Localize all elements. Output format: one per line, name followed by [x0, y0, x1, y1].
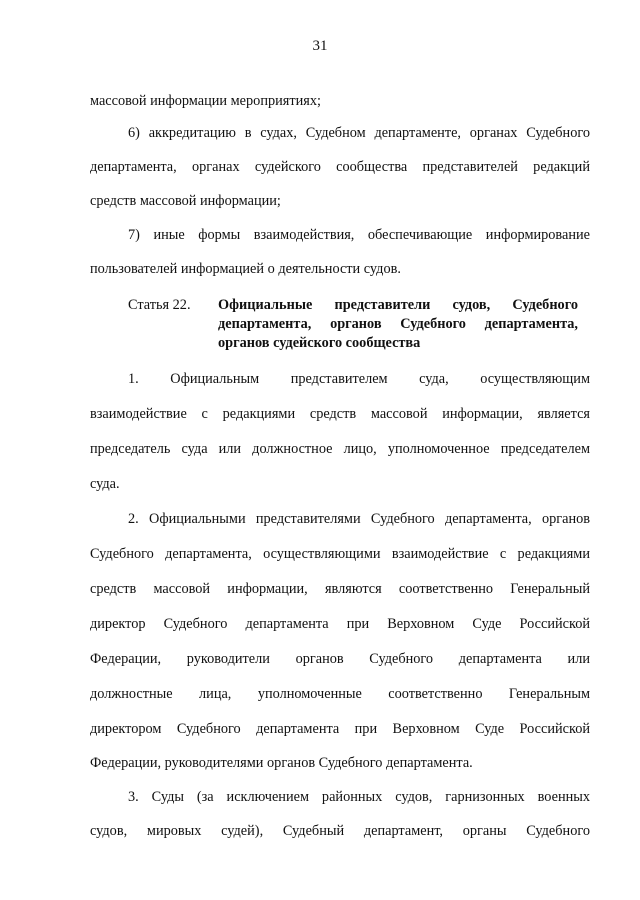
article-title-line: органов судейского сообщества [218, 335, 421, 351]
page-number: 31 [312, 38, 328, 54]
text-line: взаимодействие с редакциями средств массовой информации, является [90, 406, 590, 422]
text-line: 3. Суды (за исключением районных судов, гарнизонных военных [128, 789, 590, 805]
text-line: пользователей информацией о деятельности судов. [90, 261, 401, 277]
text-line: директор Судебного департамента при Верховном Суде Российской [90, 616, 590, 632]
text-line: судов, мировых судей), Судебный департамент, органы Судебного [90, 823, 590, 839]
text-line: Судебного департамента, осуществляющими взаимодействие с редакциями [90, 546, 590, 562]
text-line: председатель суда или должностное лицо, уполномоченное председателем [90, 441, 590, 457]
text-line: массовой информации мероприятиях; [90, 93, 321, 109]
article-title-line: департамента, органов Судебного департамента, [218, 316, 578, 332]
text-line: департамента, органах судейского сообщества представителей редакций [90, 159, 590, 175]
text-line: средств массовой информации; [90, 193, 281, 209]
text-line: директором Судебного департамента при Верховном Суде Российской [90, 721, 590, 737]
text-line: Федерации, руководители органов Судебного департамента или [90, 651, 590, 667]
text-line: средств массовой информации, являются соответственно Генеральный [90, 581, 590, 597]
text-line: 1. Официальным представителем суда, осуществляющим [128, 371, 590, 387]
text-line: 7) иные формы взаимодействия, обеспечивающие информирование [128, 227, 590, 243]
article-label: Статья 22. [128, 297, 191, 313]
text-line: Федерации, руководителями органов Судебного департамента. [90, 755, 473, 771]
text-line: 6) аккредитацию в судах, Судебном департаменте, органах Судебного [128, 125, 590, 141]
text-line: 2. Официальными представителями Судебного департамента, органов [128, 511, 590, 527]
text-line: суда. [90, 476, 120, 492]
text-line: должностные лица, уполномоченные соответственно Генеральным [90, 686, 590, 702]
article-title-line: Официальные представители судов, Судебного [218, 297, 578, 313]
